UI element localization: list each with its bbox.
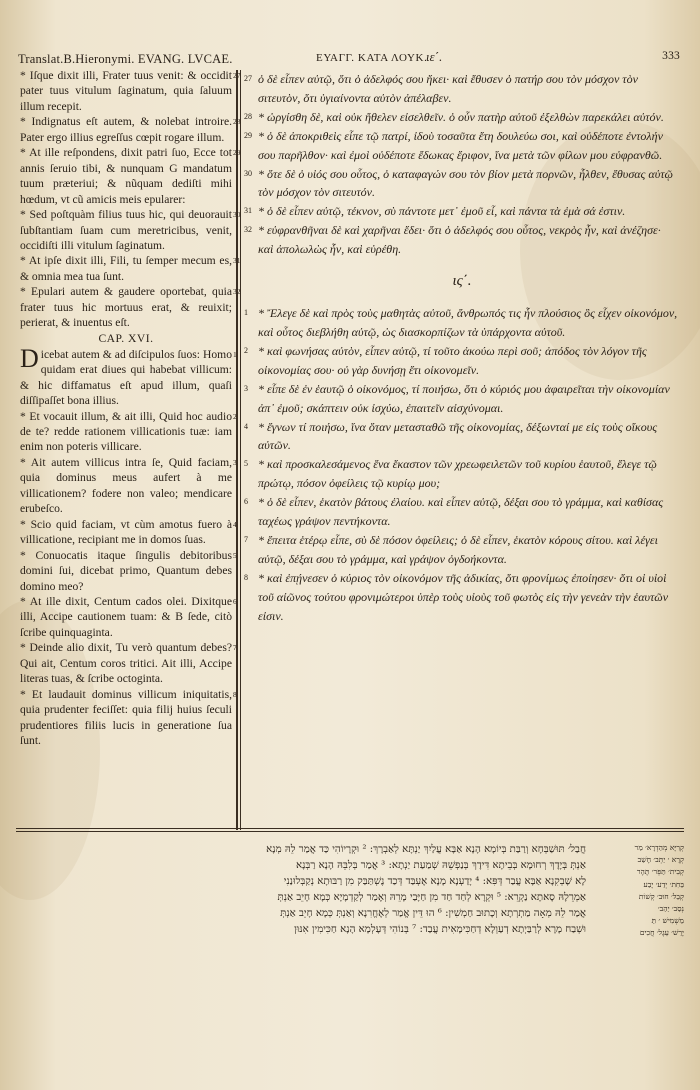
- hebrew-line: אֲמַר לֵהּ מְאָה מַתְרְתָא וְכָתוּב חַמְשִׁין: ⁶ הוּ דֵּין אֱמַר לְאֶחֱרִנָא וְאַנְתְּ כְּמָא חָיֵב אַנְתְּ: [280, 908, 586, 919]
- greek-verse: 7 * ἔπειτα ἑτέρῳ εἶπε, σὺ δὲ πόσον ὀφείλεις; ὁ δὲ εἶπεν, ἑκατὸν κόρους σίτου. καὶ λέγει αὐτῷ, δέξαι σου τὸ γράμμα, καὶ γράψον ὀγδοήκοντα.: [244, 532, 658, 566]
- latin-verse: * Indignatus eſt autem, & nolebat introire. Pater ergo illius egreſſus cœpit rogare illum. 28: [20, 115, 241, 144]
- verse-number: 28: [233, 117, 241, 127]
- margin-note: מַשְׁמִישׁ ׳ תַּ: [651, 916, 684, 926]
- latin-verse: * At ipſe dixit illi, Fili, tu ſemper mecum es, & omnia mea tua ſunt. 31: [20, 254, 241, 283]
- header-chapter-number: ιε΄.: [426, 50, 443, 64]
- verse-number: 1: [244, 308, 248, 318]
- verse-number: 8: [244, 572, 248, 582]
- verse-number: 3: [233, 457, 237, 467]
- margin-note: קְרָא ׳ יַתְּב׳ חָשַׁב: [637, 855, 684, 865]
- verse-number: 6: [244, 497, 248, 507]
- hebrew-footer: [18, 838, 684, 956]
- latin-verse: * At ille dixit, Centum cados olei. Dixitque illi, Accipe cautionem tuam: & B ſede, citò ſcribe quinquaginta. 6: [20, 594, 237, 639]
- margin-note: בַּחִת׳ יְדַע׳ יָבַע: [643, 879, 684, 889]
- footer-rule: [16, 828, 684, 829]
- verse-number: 1: [233, 349, 237, 359]
- greek-verse: 1 * Ἔλεγε δὲ καὶ πρὸς τοὺς μαθητὰς αὐτοῦ, ἄνθρωπός τις ἦν πλούσιος ὃς εἶχεν οἰκονόμον, καὶ οὗτος διεβλήθη αὐτῷ, ὡς διασκορπίζων τὰ ὑπάρχοντα αὐτοῦ.: [244, 306, 678, 339]
- greek-verse: 2 * καὶ φωνήσας αὐτὸν, εἶπεν αὐτῷ, τί τοῦτο ἀκούω περὶ σοῦ; ἀπόδος τὸν λόγον τῆς οἰκονομίας σου· οὐ γὰρ δυνήσῃ ἔτι οἰκονομεῖν.: [244, 343, 647, 377]
- latin-verse: * Deinde alio dixit, Tu verò quantum debes? Qui ait, Centum coros tritici. Ait illi, Accipe literas tuas, & ſcribe octoginta. 7: [20, 641, 237, 686]
- margin-note: יָרַשׁ׳ עֵגֶל׳ חֲכִים: [639, 928, 684, 938]
- greek-column: [246, 70, 678, 625]
- drop-capital: D: [20, 343, 39, 373]
- verse-number: 30: [233, 210, 241, 220]
- greek-verse: 4 * ἔγνων τί ποιήσω, ἵνα ὅταν μετασταθῶ τῆς οἰκονομίας, δέξωνταί με εἰς τοὺς οἴκους αὐτῶν.: [244, 419, 658, 453]
- verse-number: 30: [244, 168, 252, 178]
- verse-number: 6: [233, 596, 237, 606]
- verse-number: 28: [244, 111, 252, 121]
- latin-verse: * Epulari autem & gaudere oportebat, quia frater tuus hic mortuus erat, & reuixit; perierat, & inuentus eſt. 32: [20, 285, 241, 330]
- page-number: 333: [662, 50, 680, 62]
- verse-number: 7: [233, 643, 237, 653]
- greek-verse: 30 * ὅτε δὲ ὁ υἱός σου οὗτος, ὁ καταφαγών σου τὸν βίον μετὰ πορνῶν, ἦλθεν, ἔθυσας αὐτῷ τὸν μόσχον τὸν σιτευτόν.: [244, 166, 673, 200]
- latin-verse: * At ille reſpondens, dixit patri ſuo, Ecce tot annis ſeruio tibi, & nunquam G mandatum tuum præteriui; & nũquam dediſti mihi hœdum, vt cũ amicis meis epularer: 29: [20, 146, 241, 206]
- greek-verse: 27 ὁ δὲ εἶπεν αὐτῷ, ὅτι ὁ ἀδελφός σου ἥκει· καὶ ἔθυσεν ὁ πατήρ σου τὸν μόσχον τὸν σιτευτὸν, ὅτι ὑγιαίνοντα αὐτὸν ἀπέλαβεν.: [244, 72, 638, 105]
- verse-number: 29: [244, 130, 252, 140]
- latin-verse: * Conuocatis itaque ſingulis debitoribus domini ſui, dicebat primo, Quantum debes domino meo? 5: [20, 548, 237, 593]
- margin-note: קְרִיָּא מְהַדְרָא׳ מַר: [634, 843, 684, 852]
- latin-column: [20, 68, 241, 748]
- header-greek-title: ΕΥΑΓΓ. ΚΑΤΑ ΛΟΥΚ.: [316, 52, 428, 64]
- margin-note: קְבַל׳ חוּב׳ קְשׁוֹת: [638, 891, 684, 901]
- header-left-title: Translat.B.Hieronymi. EVANG. LVCAE.: [18, 52, 233, 66]
- verse-number: 4: [233, 519, 237, 529]
- hebrew-text-block: [18, 842, 586, 938]
- hebrew-margin-notes: [592, 842, 684, 940]
- column-divider: [240, 70, 241, 830]
- hebrew-line: לָא שָׁבְקִנָא אַבָּא עֲבַר דְּפִּא: ⁴ יָדַעְנָא מָנָא אֶעְבַּד דְּכַד נֶשְׁתַּבַּק מִן רַבּוּתָא נְקַבְּלוּנַנִי: [283, 876, 586, 887]
- greek-verse: 29 * ὁ δὲ ἀποκριθεὶς εἶπε τῷ πατρί, ἰδοὺ τοσαῦτα ἔτη δουλεύω σοι, καὶ οὐδέποτε ἐντολήν σου παρῆλθον· καὶ ἐμοὶ οὐδέποτε ἔδωκας ἔριφον, ἵνα μετὰ τῶν φίλων μου εὐφρανθῶ.: [244, 128, 663, 162]
- verse-number: 29: [233, 148, 241, 158]
- latin-verse: * Et vocauit illum, & ait illi, Quid hoc audio de te? redde rationem villicationis tuæ: iam enim non poteris villicare. 2: [20, 409, 237, 454]
- verse-number: 32: [244, 225, 252, 235]
- verse-number: 27: [233, 71, 241, 80]
- verse-number: 31: [244, 206, 252, 216]
- verse-number: 31: [233, 256, 241, 266]
- verse-number: 5: [233, 550, 237, 560]
- verse-number: 2: [244, 345, 248, 355]
- greek-verse: 31 * ὁ δὲ εἶπεν αὐτῷ, τέκνον, σὺ πάντοτε μετ᾽ ἐμοῦ εἶ, καὶ πάντα τὰ ἐμὰ σά ἐστιν.: [246, 202, 678, 221]
- latin-verse: D icebat autem & ad diſcipulos ſuos: Homo quidam erat diues qui habebat villicum: & hic diffamatus eſt apud illum, quaſi diſſipaſſet bona illius. 1: [20, 343, 237, 408]
- verse-number: 8: [233, 689, 237, 699]
- greek-verse: 3 * εἶπε δὲ ἐν ἑαυτῷ ὁ οἰκονόμος, τί ποιήσω, ὅτι ὁ κύριός μου ἀφαιρεῖται τὴν οἰκονομίαν ἀπ᾽ ἐμοῦ; σκάπτειν οὐκ ἰσχύω, ἐπαιτεῖν αἰσχύνομαι.: [244, 381, 670, 415]
- latin-verse: * Iſque dixit illi, Frater tuus venit: & occidit pater tuus vitulum ſaginatum, quia ſaluum illum recepit. 27: [20, 69, 241, 113]
- margin-note: נְסַב׳ יַהַב׳: [657, 904, 684, 914]
- greek-verse: 5 * καὶ προσκαλεσάμενος ἕνα ἕκαστον τῶν χρεωφειλετῶν τοῦ κυρίου ἑαυτοῦ, ἔλεγε τῷ πρώτῳ, πόσον ὀφείλεις τῷ κυρίῳ μου;: [244, 457, 657, 491]
- verse-number: 5: [244, 459, 248, 469]
- running-header: [18, 48, 680, 70]
- margin-note: קְבִית׳ תַּפְּר׳ תֶּהֶר: [636, 867, 684, 877]
- hebrew-line: אַמְרֵלָהּ סָאתָא נַקְרֵא: ⁵ וּקְרָא לְחַד חַד מִן חַיָּבַי מָרֵהּ וְאֶמַר לְקַדְמָיָא כְּמָא חָיֵב אַנְתְּ: [277, 892, 586, 903]
- chapter-heading: CAP. XVI.: [98, 331, 154, 345]
- footer-rule: [16, 831, 684, 832]
- hebrew-line: חֲבַל׳ תּוּשַׁבְּחָא וְרַבַּת בְּיוֹמָא הָנָא אַבָּא עֲלַיִךְ יַנְתָּא לְאַבְרָךְ: ² וּקְרָיוֹהִי כַּד אֲמַר לֵהּ מְנָא: [266, 844, 586, 855]
- verse-number: 7: [244, 534, 248, 544]
- greek-verse: 28 * ὠργίσθη δὲ, καὶ οὐκ ἤθελεν εἰσελθεῖν. ὁ οὖν πατὴρ αὐτοῦ ἐξελθὼν παρεκάλει αὐτόν.: [246, 108, 678, 127]
- latin-verse: * Scio quid faciam, vt cùm amotus fuero à villicatione, recipiant me in domos ſuas. 4: [20, 517, 237, 547]
- greek-chapter-number: ις΄.: [452, 273, 472, 290]
- latin-verse: * Sed poſtquàm filius tuus hic, qui deuorauit ſubſtantiam ſuam cum meretricibus, venit, occidiſti illi vitulum ſaginatum. 30: [20, 208, 241, 252]
- greek-verse: 6 * ὁ δὲ εἶπεν, ἑκατὸν βάτους ἐλαίου. καὶ εἶπεν αὐτῷ, δέξαι σου τὸ γράμμα, καὶ καθίσας ταχέως γράψον πεντήκοντα.: [244, 495, 664, 529]
- verse-number: 27: [244, 74, 252, 83]
- verse-number: 2: [233, 411, 237, 421]
- hebrew-line: וּשְׁבַח מָרָא לְרַבַּיְתָא דְעַוְלָא דְחַכִּימָאִית עֲבַד: ⁷ בְּנוֹהִי דְּעָלְמָא הָנָא חַכִּימִין אִנּוּן: [294, 924, 586, 935]
- verse-number: 4: [244, 421, 248, 431]
- greek-verse: 32 * εὐφρανθῆναι δὲ καὶ χαρῆναι ἔδει· ὅτι ὁ ἀδελφός σου οὗτος, νεκρὸς ἦν, καὶ ἀνέζησε· καὶ ἀπολωλὼς ἦν, καὶ εὑρέθη.: [244, 223, 661, 257]
- greek-verse: 8 * καὶ ἐπῄνεσεν ὁ κύριος τὸν οἰκονόμον τῆς ἀδικίας, ὅτι φρονίμως ἐποίησεν· ὅτι οἱ υἱοὶ τοῦ αἰῶνος τούτου φρονιμώτεροι ὑπὲρ τοὺς υἱοὺς τοῦ φωτὸς εἰς τὴν γενεὰν τὴν ἑαυτῶν εἰσιν.: [244, 570, 669, 623]
- latin-verse: * Et laudauit dominus villicum iniquitatis, quia prudenter feciſſet: quia filij huius ſeculi prudentiores filiis lucis in generatione ſua ſunt. 8: [20, 687, 237, 748]
- verse-number: 3: [244, 383, 248, 393]
- verse-number: 32: [233, 287, 241, 297]
- column-divider: [236, 70, 238, 830]
- hebrew-line: אַנְתְּ בְּיָדָךְ רְחוּמָא בְּבֵיתָא דִּידָךְ בְּנַפְשֵׁהּ שְׁמַעַת יַנְתָא: ³ אֲמַר בְּלִבֵּהּ הָנָא רַבְּנָא: [295, 860, 586, 871]
- latin-verse: * Ait autem villicus intra ſe, Quid faciam, quia dominus meus aufert à me villicationem? fodere non valeo; mendicare erubeſco. 3: [20, 455, 237, 516]
